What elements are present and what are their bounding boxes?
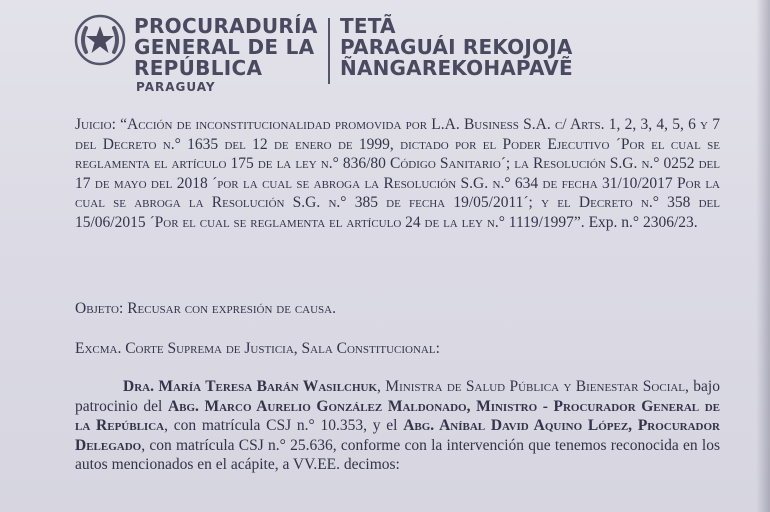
- court-address: Excma. Corte Suprema de Justicia, Sala Constitucional:: [75, 340, 440, 357]
- minister-name: Dra. María Teresa Barán Wasilchuk: [123, 378, 378, 395]
- institution-line-1: PROCURADURÍA: [134, 14, 318, 38]
- header-divider: [328, 18, 330, 84]
- guarani-line-2: PARAGUÁI REKOJOJA: [340, 35, 573, 59]
- guarani-line-3: ÑANGAREKOHAPAVẼ: [340, 56, 573, 80]
- objeto-paragraph: [75, 299, 720, 319]
- guarani-line-1: TETÃ: [340, 14, 396, 38]
- institution-line-2: GENERAL DE LA: [134, 35, 315, 59]
- juicio-label: Juicio:: [75, 116, 116, 133]
- page-edge-shadow: [756, 0, 770, 512]
- letterhead: [74, 12, 594, 96]
- institution-name-guarani: [340, 16, 573, 79]
- institution-name: [134, 16, 318, 95]
- intro-paragraph: [75, 377, 720, 475]
- paragraph-text-2: , con matrícula CSJ n.° 10.353, y el: [164, 417, 404, 434]
- institution-country: PARAGUAY: [136, 80, 216, 94]
- objeto-text: Recusar con expresión de causa.: [127, 300, 336, 317]
- procurador-delegado: Abg. Aníbal David Aquino López, Procurador Delegado: [75, 417, 721, 454]
- expediente-number: Exp. n.° 2306/23.: [588, 213, 698, 231]
- juicio-paragraph: [75, 115, 720, 232]
- institution-line-3: REPÚBLICA: [134, 56, 263, 80]
- paragraph-text-1: , bajo patrocinio del: [75, 378, 720, 415]
- juicio-text: “Acción de inconstitucionalidad promovida por L.A. Business S.A. c/ Arts. 1, 2, 3, 4, 5, 6 y 7 del Decreto n.° 1635 del 12 de enero de 1999, dictado por el Poder Ejecutivo ´Por el cual se reglamenta el artículo 175 de la ley n.° 836/80 Código Sanitario´; la Resolución S.G. n.° 0252 del 17 de mayo del 2018 ´por la cual se abroga la Resolución S.G. n.° 634 de fecha 31/10/2017 Por la cual se abroga la Resolución S.G. n.° 385 de fecha 19/05/2011´; y el Decreto n.° 358 del 15/06/2015 ´Por el cual se reglamenta el artículo 24 de la ley n.° 1119/1997”.: [75, 116, 720, 231]
- procurador-general: Abg. Marco Aurelio González Maldonado, Ministro - Procurador General de la República: [75, 397, 720, 434]
- objeto-label: Objeto:: [75, 300, 124, 317]
- seal-star-wreath-icon: [74, 14, 126, 66]
- paragraph-text-3: , con matrícula CSJ n.° 25.636, conforme con la intervención que tenemos reconocida en los autos mencionados en el acápite, a VV.EE. decimos:: [75, 436, 720, 473]
- minister-role: , Ministra de Salud Pública y Bienestar Social: [377, 378, 686, 395]
